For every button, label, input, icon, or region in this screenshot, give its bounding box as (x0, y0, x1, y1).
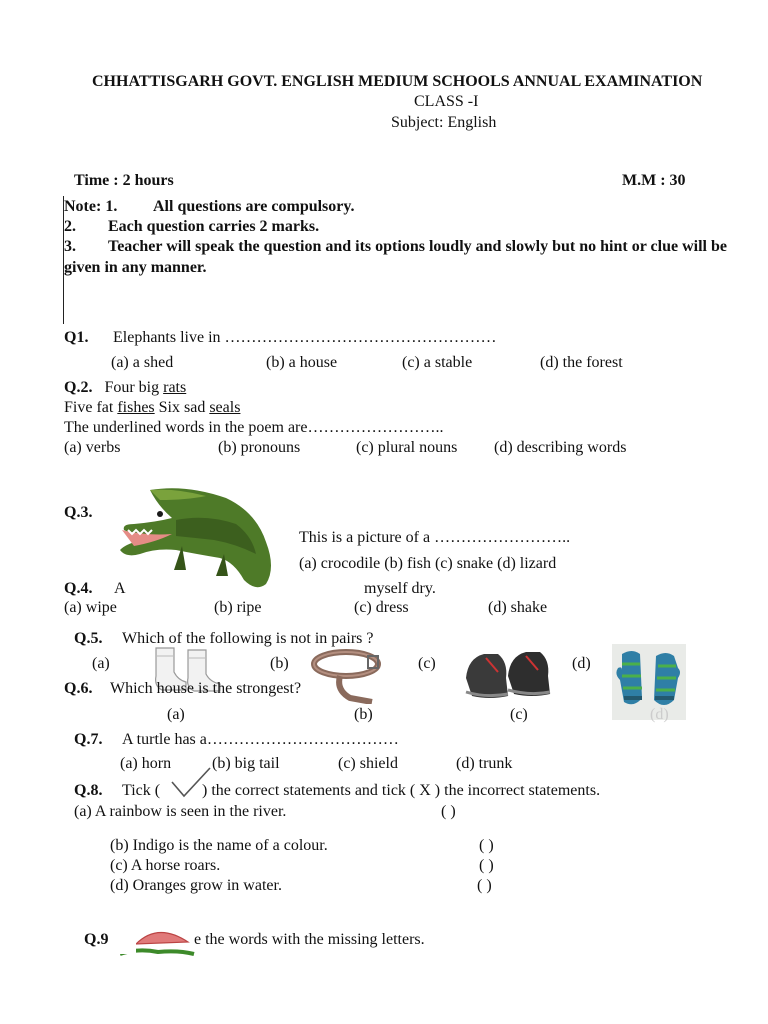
q3-text: This is a picture of a …………………….. (299, 529, 571, 546)
umbrella-picture (118, 922, 196, 956)
q9-text: e the words with the missing letters. (194, 931, 425, 948)
q2-line2-text: Five fat (64, 399, 118, 416)
q8-answer-box-a: ( ) (441, 803, 456, 820)
q2-underlined-rats: rats (163, 379, 187, 396)
q2-line-3: The underlined words in the poem are…………………….. (64, 419, 444, 436)
q8-text-pre: Tick ( (122, 782, 161, 799)
q4-option-a: (a) wipe (64, 599, 117, 616)
q3-options: (a) crocodile (b) fish (c) snake (d) lizard (299, 555, 557, 572)
q6-option-b: (b) (354, 706, 373, 723)
q2-line-2 (64, 398, 240, 418)
max-marks-label: M.M : 30 (622, 172, 686, 189)
q6-number: Q.6. (64, 680, 93, 697)
q2-option-b: (b) pronouns (218, 439, 301, 456)
q6-text: Which house is the strongest? (110, 680, 302, 697)
mittens-picture (612, 644, 686, 720)
q5-option-a: (a) (92, 655, 110, 672)
q1-number: Q1. (64, 329, 89, 346)
q1-option-b: (b) a house (266, 354, 338, 371)
q8-answer-box-d: ( ) (477, 877, 492, 894)
q8-answer-box-b: ( ) (479, 837, 494, 854)
q2-option-d: (d) describing words (494, 439, 627, 456)
q4-option-d: (d) shake (488, 599, 548, 616)
class-label: CLASS -I (414, 93, 479, 110)
shoes-picture (464, 648, 554, 702)
q7-option-a: (a) horn (120, 755, 172, 772)
crocodile-picture (116, 484, 282, 594)
q7-option-c: (c) shield (338, 755, 398, 772)
q6-option-a: (a) (167, 706, 185, 723)
q2-option-a: (a) verbs (64, 439, 121, 456)
q8-number: Q.8. (74, 782, 103, 799)
note-3-continuation: given in any manner. (64, 259, 207, 276)
time-label: Time : 2 hours (74, 172, 174, 189)
note-3-number: 3. (64, 238, 76, 255)
q8-statement-d: (d) Oranges grow in water. (110, 877, 282, 894)
q2-line2-mid: Six sad (154, 399, 210, 416)
q9-number: Q.9 (84, 931, 109, 948)
q5-number: Q.5. (74, 630, 103, 647)
q2-underlined-fishes: fishes (117, 399, 155, 416)
note-2-text: Each question carries 2 marks. (108, 218, 320, 235)
q5-option-d: (d) (572, 655, 591, 672)
q2-number: Q.2. (64, 379, 93, 396)
q6-option-d: (d) (650, 706, 669, 723)
q3-number: Q.3. (64, 504, 93, 521)
q1-option-c: (c) a stable (402, 354, 473, 371)
q8-statement-b: (b) Indigo is the name of a colour. (110, 837, 328, 854)
subject-label: Subject: English (391, 114, 497, 131)
note-1-number: Note: 1. (64, 198, 118, 215)
q2-line-1 (64, 378, 186, 398)
q7-option-b: (b) big tail (212, 755, 280, 772)
note-1-text: All questions are compulsory. (153, 198, 355, 215)
q4-partial-text: A (114, 580, 126, 597)
q8-answer-box-c: ( ) (479, 857, 494, 874)
q2-underlined-seals: seals (209, 399, 241, 416)
q1-option-a: (a) a shed (111, 354, 174, 371)
q7-number: Q.7. (74, 731, 103, 748)
q5-option-c: (c) (418, 655, 436, 672)
belt-picture (310, 646, 382, 704)
q2-line1-text: Four big (104, 379, 164, 396)
q5-option-b: (b) (270, 655, 289, 672)
q8-statement-a: (a) A rainbow is seen in the river. (74, 803, 287, 820)
q6-option-c: (c) (510, 706, 528, 723)
q4-text: myself dry. (364, 580, 436, 597)
note-3-text: Teacher will speak the question and its options loudly and slowly but no hint or clue will be (108, 238, 727, 255)
q1-option-d: (d) the forest (540, 354, 623, 371)
q4-option-c: (c) dress (354, 599, 409, 616)
q7-option-d: (d) trunk (456, 755, 513, 772)
q5-text: Which of the following is not in pairs ? (122, 630, 374, 647)
q8-statement-c: (c) A horse roars. (110, 857, 221, 874)
exam-title: CHHATTISGARH GOVT. ENGLISH MEDIUM SCHOOLS ANNUAL EXAMINATION (92, 73, 703, 90)
q8-text-post: ) the correct statements and tick ( X ) the incorrect statements. (202, 782, 601, 799)
q7-text: A turtle has a……………………………… (122, 731, 399, 748)
q1-text: Elephants live in …………………………………………… (113, 329, 497, 346)
q4-option-b: (b) ripe (214, 599, 262, 616)
q4-number: Q.4. (64, 580, 93, 597)
q2-option-c: (c) plural nouns (356, 439, 458, 456)
note-2-number: 2. (64, 218, 76, 235)
